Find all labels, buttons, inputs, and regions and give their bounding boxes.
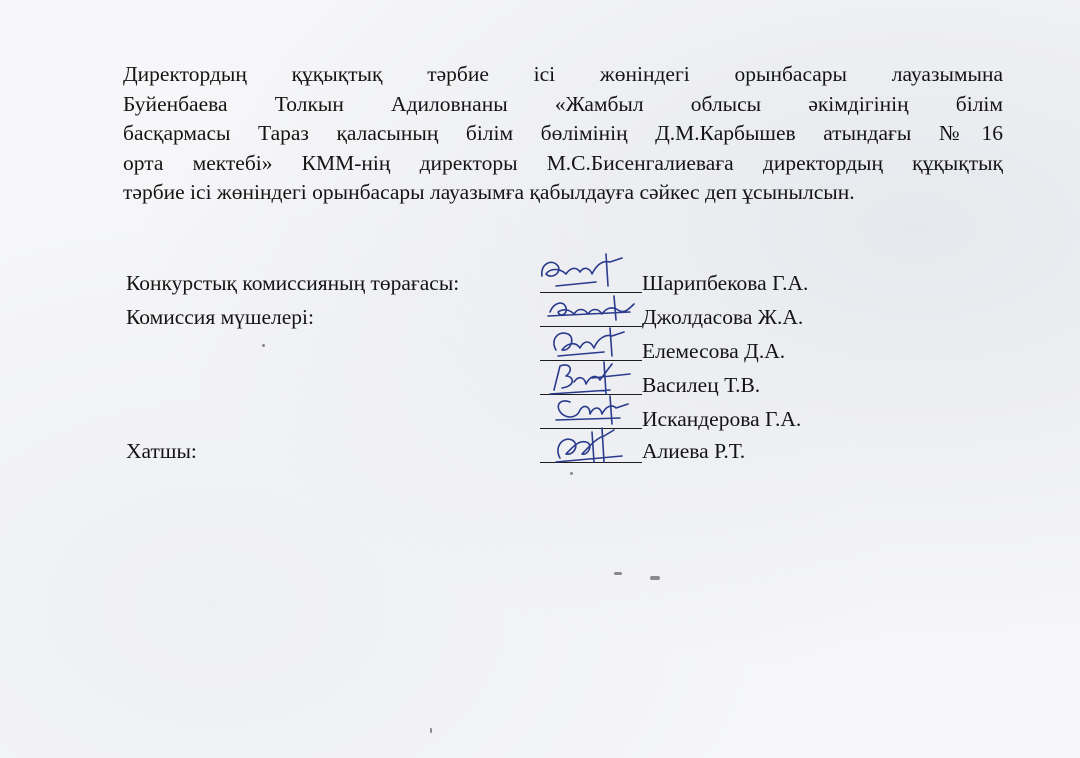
member-name: Искандерова Г.А. <box>642 407 802 431</box>
paragraph-line: басқармасы Тараз қаласының білім бөлімінің Д.М.Карбышев атындағы №16 <box>123 121 1003 145</box>
scan-speck <box>262 344 265 347</box>
paragraph-line: тәрбие ісі жөніндегі орынбасары лауазымға қабылдауға сәйкес деп ұсынылсын. <box>123 180 855 204</box>
paragraph-line: Буйенбаева Толкын Адиловнаны «Жамбыл облысы әкімдігінің білім <box>123 91 1003 116</box>
chairman-name: Шарипбекова Г.А. <box>642 271 809 295</box>
secretary-name: Алиева Р.Т. <box>642 439 746 463</box>
paragraph-line: орта мектебі» КММ-нің директоры М.С.Бисенгалиеваға директордың құқықтық <box>123 150 1003 175</box>
paragraph-line: Директордың құқықтық тәрбие ісі жөніндегі орынбасары лауазымына <box>123 62 1003 86</box>
scan-speck <box>430 728 432 733</box>
scan-speck <box>614 572 622 575</box>
scan-speck <box>570 472 573 475</box>
decision-paragraph <box>123 60 1003 208</box>
member-name: Джолдасова Ж.А. <box>642 305 804 329</box>
members-label: Комиссия мүшелері: <box>126 305 314 329</box>
member-name: Елемесова Д.А. <box>642 339 786 363</box>
scan-speck <box>650 576 660 580</box>
member-name: Василец Т.В. <box>642 373 761 397</box>
secretary-signature <box>548 422 638 471</box>
secretary-label: Хатшы: <box>126 439 197 463</box>
chairman-label: Конкурстық комиссияның төрағасы: <box>126 271 460 295</box>
